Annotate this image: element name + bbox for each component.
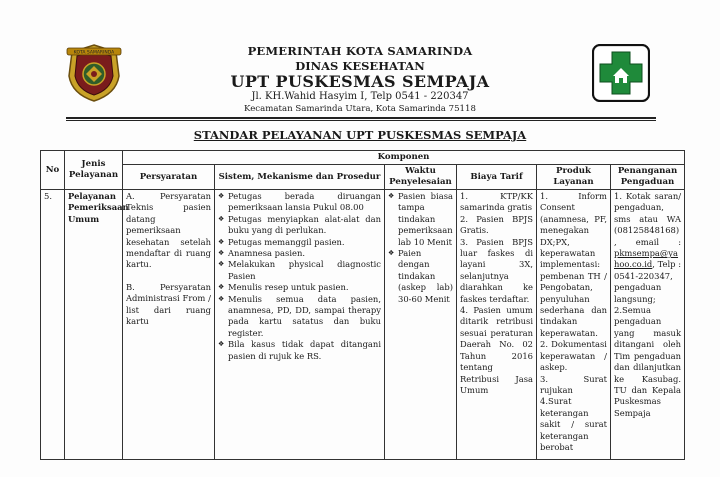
list-item: ❖ Petugas menyiapkan alat-alat dan buku yang di perlukan. [218,214,381,237]
seal-banner-text: KOTA SAMARINDA [73,50,115,56]
header-department: DINAS KESEHATAN [295,59,425,73]
header-produk: Produk Layanan [537,165,611,190]
header-no: No [41,151,65,190]
header-divider-thin [66,120,656,121]
header-jenis-pelayanan: Jenis Pelayanan [65,151,123,190]
service-standard-table [40,150,685,460]
header-government: PEMERINTAH KOTA SAMARINDA [247,44,473,58]
list-item: ❖ Menulis semua data pasien, anamnesa, PD, DD, sampai therapy pada kartu satatus dan buku register. [218,294,381,340]
duration-list [388,191,453,305]
list-item: 1. Inform Consent (anamnesa, PF, menegakan DX;PX, keperawatan implementasi: pembenan TH / Pengobatan, penyuluhan sederhana dan tindakan keperawatan. [540,191,607,338]
list-item: 3. Pasien BPJS luar faskes di layani 3X, selanjutnya diarahkan ke faskes terdaftar. [460,236,533,304]
complaint-phone: , Telp : 0541-220347, pengaduan langsung; [614,259,682,304]
list-item: ❖ Paien dengan tindakan (askep lab) 30-60 Menit [388,248,453,305]
complaint-handling: 2.Semua pengaduan yang masuk ditangani oleh Tim pengaduan dan dilanjutkan ke Kasubag. TU dan Kepala Puskesmas Sempaja [614,305,682,418]
table-row [41,190,685,460]
header-institution: UPT PUSKESMAS SEMPAJA [230,72,490,91]
header-persyaratan: Persyaratan [123,165,215,190]
service-name: Pelayanan Pemeriksaan Umum [68,191,129,224]
list-item: 2. Pasien BPJS Gratis. [460,213,533,236]
cell-waktu [385,190,457,460]
cell-persyaratan [123,190,215,460]
list-item: ❖ Melakukan physical diagnostic Pasien [218,259,381,282]
list-item: ❖ Petugas memanggil pasien. [218,237,381,248]
list-item: ❖ Bila kasus tidak dapat ditangani pasien di rujuk ke RS. [218,339,381,362]
list-item: ❖ Menulis resep untuk pasien. [218,282,381,293]
kota-samarinda-seal-logo [64,42,124,104]
row-number: 5. [44,191,52,201]
cell-sistem [215,190,385,460]
list-item: ❖ Anamnesa pasien. [218,248,381,259]
header-waktu: Waktu Penyelesaian [385,165,457,190]
list-item: 4. Pasien umum ditarik retribusi sesuai peraturan Daerah No. 02 Tahun 2016 tentang Retribusi Jasa Umum [460,305,533,395]
list-item: 2. Dokumentasi keperawatan / askep. [540,339,607,373]
cell-biaya [457,190,537,460]
puskesmas-cross-logo [592,44,650,102]
list-item: ❖ Petugas berada diruangan pemeriksaan lansia Pukul 08.00 [218,191,381,214]
list-item: 1. KTP/KK samarinda gratis [460,191,533,213]
cell-produk [537,190,611,460]
list-item: 3. Surat rujukan [540,373,607,395]
cell-jenis [65,190,129,460]
cell-no [41,190,65,460]
list-item: ❖ Pasien biasa tampa tindakan pemeriksaan lab 10 Menit [388,191,453,248]
procedure-list [218,191,381,362]
email-link[interactable]: pkmsempa@yahoo.co.id [614,248,679,270]
requirement-administrative: B. Persyaratan Administrasi From / list dari ruang kartu [126,281,211,327]
list-item: 4.Surat keterangan sakit / surat keterangan berobat [540,396,607,452]
header-sistem: Sistem, Mekanisme dan Prosedur [215,165,385,190]
header-divider-thick [66,117,656,119]
requirement-technical: A. Persyaratan Teknis pasien datang pemeriksaan kesehatan setelah mendaftar di ruang kartu. [126,191,211,270]
header-biaya: Biaya Tarif [457,165,537,190]
header-district: Kecamatan Samarinda Utara, Kota Samarinda 75118 [244,104,476,114]
header-komponen: Komponen [123,151,685,165]
header-address: Jl. KH.Wahid Hasyim I, Telp 0541 - 220347 [251,91,469,102]
header-penanganan: Penanganan Pengaduan [611,165,685,190]
complaint-channels: 1. Kotak saran/ pengaduan, sms atau WA (08125848168), email : [614,191,682,247]
document-title: STANDAR PELAYANAN UPT PUSKESMAS SEMPAJA [193,128,527,142]
cell-penanganan [611,190,685,460]
